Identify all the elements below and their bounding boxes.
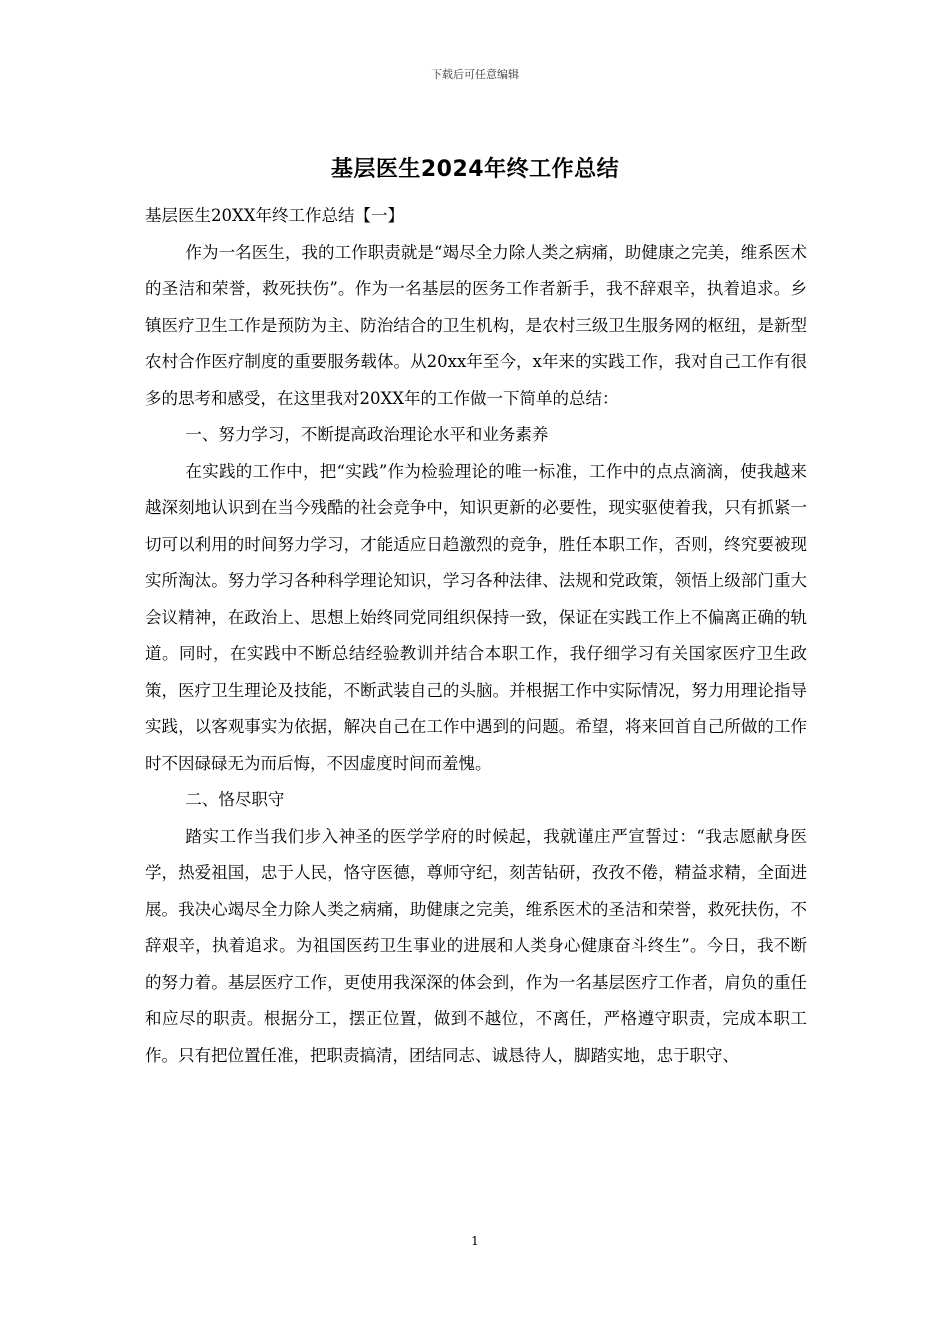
section-subtitle: 基层医生20XX年终工作总结【一】 bbox=[145, 206, 404, 225]
paragraph-study: 在实践的工作中，把“实践”作为检验理论的唯一标准，工作中的点点滴滴，使我越来越深刻地认识到在当今残酷的社会竞争中，知识更新的必要性，现实驱使着我，只有抓紧一切可以利用的时间努力学习，才能适应日趋激烈的竞争，胜任本职工作，否则，终究要被现实所淘汰。努力学习各种科学理论知识，学习各种法律、法规和党政策，领悟上级部门重大会议精神，在政治上、思想上始终同党同组织保持一致，保证在实践工作上不偏离正确的轨道。同时，在实践中不断总结经验教训并结合本职工作，我仔细学习有关国家医疗卫生政策，医疗卫生理论及技能，不断武装自己的头脑。并根据工作中实际情况，努力用理论指导实践，以客观事实为依据，解决自己在工作中遇到的问题。希望，将来回首自己所做的工作时不因碌碌无为而后悔，不因虚度时间而羞愧。 bbox=[145, 461, 807, 773]
page-header-note: 下载后可任意编辑 bbox=[431, 68, 519, 81]
section-heading-1: 一、努力学习，不断提高政治理论水平和业务素养 bbox=[185, 425, 549, 444]
paragraph-intro: 作为一名医生，我的工作职责就是“竭尽全力除人类之病痛，助健康之完美，维系医术的圣洁和荣誉，救死扶伤”。作为一名基层的医务工作者新手，我不辞艰辛，执着追求。乡镇医疗卫生工作是预防为主、防治结合的卫生机构，是农村三级卫生服务网的枢纽，是新型农村合作医疗制度的重要服务载体。从20xx年至今，x年来的实践工作，我对自己工作有很多的思考和感受，在这里我对20XX年的工作做一下简单的总结： bbox=[145, 242, 807, 408]
document-title: 基层医生2024年终工作总结 bbox=[330, 157, 620, 182]
document-body bbox=[145, 198, 807, 1074]
page-number: 1 bbox=[471, 1234, 479, 1248]
paragraph-duty: 踏实工作当我们步入神圣的医学学府的时候起，我就谨庄严宣誓过：“我志愿献身医学，热爱祖国，忠于人民，恪守医德，尊师守纪，刻苦钻研，孜孜不倦，精益求精，全面进展。我决心竭尽全力除人类之病痛，助健康之完美，维系医术的圣洁和荣誉，救死扶伤，不辞艰辛，执着追求。为祖国医药卫生事业的进展和人类身心健康奋斗终生”。今日，我不断的努力着。基层医疗工作，更使用我深深的体会到，作为一名基层医疗工作者，肩负的重任和应尽的职责。根据分工，摆正位置，做到不越位，不离任，严格遵守职责，完成本职工作。只有把位置任准，把职责搞清，团结同志、诚恳待人，脚踏实地，忠于职守、 bbox=[145, 826, 807, 1065]
section-heading-2: 二、恪尽职守 bbox=[185, 790, 285, 809]
